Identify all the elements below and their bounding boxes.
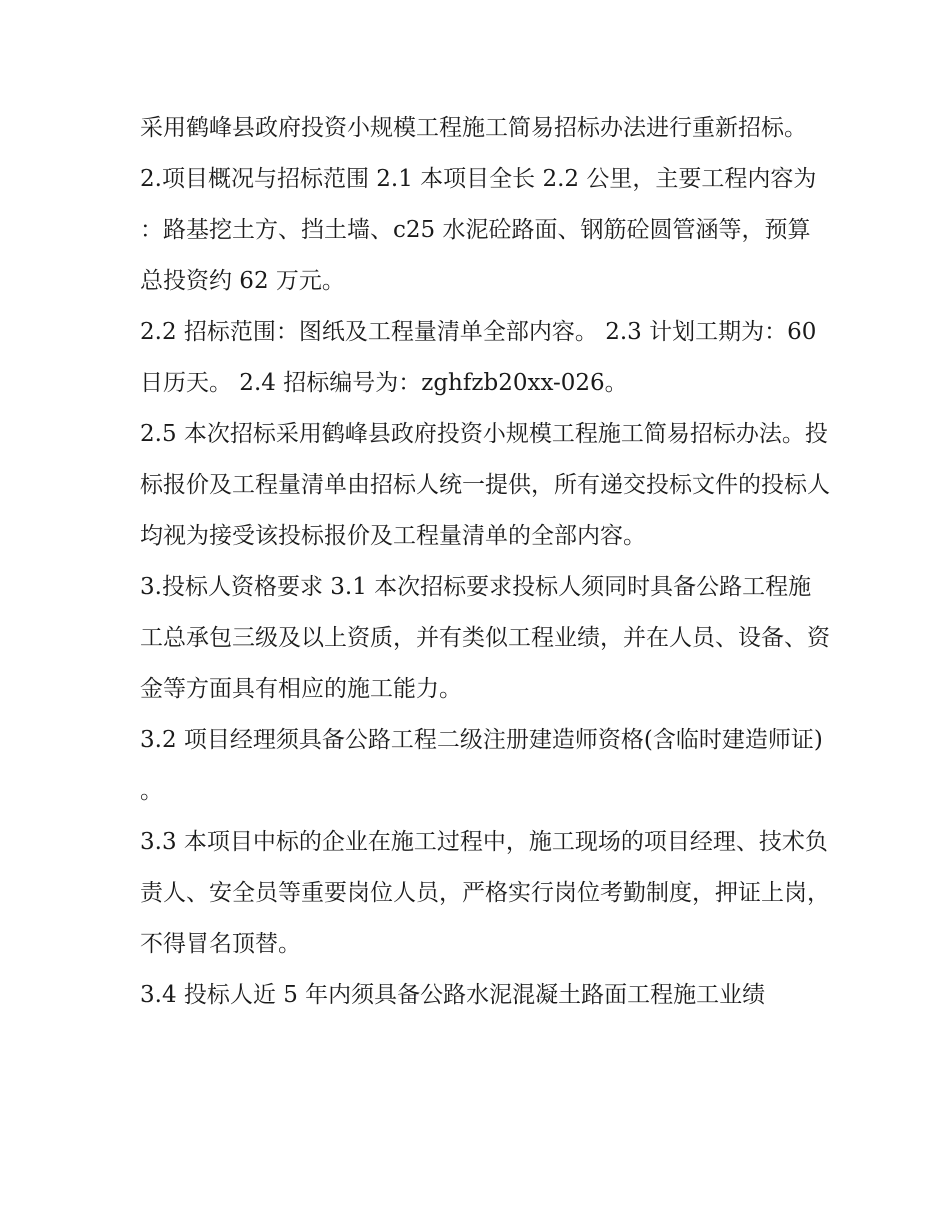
paragraph-project-manager: 3.2 项目经理须具备公路工程二级注册建造师资格(含临时建造师证)。 (140, 727, 823, 804)
paragraph-site-personnel: 3.3 本项目中标的企业在施工过程中，施工现场的项目经理、技术负责人、安全员等重要岗位人员，严格实行岗位考勤制度，押证上岗，不得冒名顶替。 (140, 829, 830, 957)
paragraph-rebid-method: 采用鹤峰县政府投资小规模工程施工简易招标办法进行重新招标。 (140, 115, 807, 141)
paragraph-project-overview: 2.项目概况与招标范围 2.1 本项目全长 2.2 公里，主要工程内容为：路基挖土方、挡土墙、c25 水泥砼路面、钢筋砼圆管涵等，预算总投资约 62 万元。 (140, 166, 817, 294)
paragraph-performance-record: 3.4 投标人近 5 年内须具备公路水泥混凝土路面工程施工业绩 (140, 982, 766, 1008)
document-body (140, 103, 830, 1021)
paragraph-scope-and-schedule: 2.2 招标范围：图纸及工程量清单全部内容。 2.3 计划工期为：60 日历天。 2.4 招标编号为：zghfzb20xx-026。 (140, 319, 817, 396)
paragraph-bidding-method: 2.5 本次招标采用鹤峰县政府投资小规模工程施工简易招标办法。投标报价及工程量清单由招标人统一提供，所有递交投标文件的投标人均视为接受该投标报价及工程量清单的全部内容。 (140, 421, 830, 549)
paragraph-qualification-requirements: 3.投标人资格要求 3.1 本次招标要求投标人须同时具备公路工程施工总承包三级及以上资质，并有类似工程业绩，并在人员、设备、资金等方面具有相应的施工能力。 (140, 574, 830, 702)
